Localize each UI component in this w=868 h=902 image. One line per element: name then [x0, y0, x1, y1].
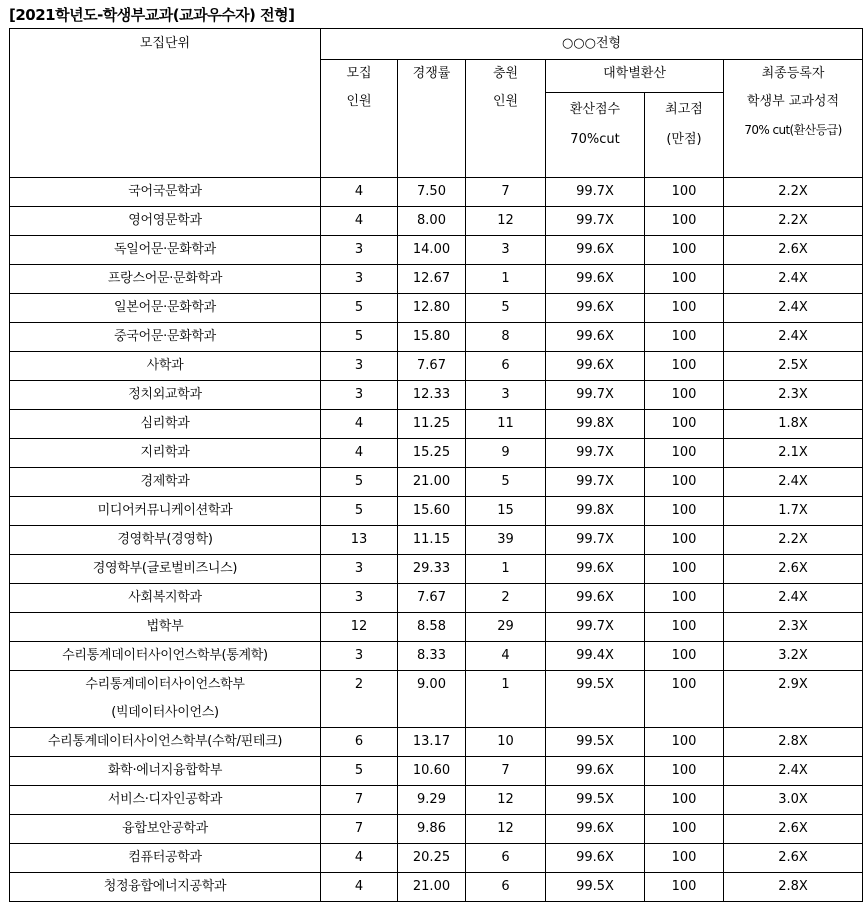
header-group: ○○○전형	[321, 29, 863, 60]
competition-rate: 12.80	[398, 294, 466, 323]
additional-count: 2	[466, 584, 546, 613]
converted-score: 99.6X	[546, 352, 645, 381]
competition-rate: 11.25	[398, 410, 466, 439]
table-row	[10, 613, 863, 642]
final-grade: 2.3X	[724, 613, 863, 642]
table-row	[10, 728, 863, 757]
table-row	[10, 236, 863, 265]
converted-score: 99.6X	[546, 815, 645, 844]
converted-score: 99.5X	[546, 873, 645, 902]
recruit-count: 5	[321, 294, 398, 323]
additional-count: 3	[466, 381, 546, 410]
unit-name: 지리학과	[10, 439, 321, 468]
additional-count: 29	[466, 613, 546, 642]
converted-score: 99.6X	[546, 555, 645, 584]
header-unit: 모집단위	[10, 29, 321, 178]
converted-score: 99.6X	[546, 584, 645, 613]
competition-rate: 7.67	[398, 352, 466, 381]
max-score: 100	[645, 497, 724, 526]
competition-rate: 12.33	[398, 381, 466, 410]
max-score: 100	[645, 265, 724, 294]
table-row	[10, 671, 863, 728]
final-grade: 2.9X	[724, 671, 863, 728]
unit-name: 컴퓨터공학과	[10, 844, 321, 873]
header-univ-conversion: 대학별환산	[546, 60, 724, 93]
competition-rate: 8.00	[398, 207, 466, 236]
unit-name: 국어국문학과	[10, 178, 321, 207]
unit-name: 융합보안공학과	[10, 815, 321, 844]
max-score: 100	[645, 178, 724, 207]
unit-name: 사회복지학과	[10, 584, 321, 613]
final-grade: 2.2X	[724, 526, 863, 555]
converted-score: 99.7X	[546, 613, 645, 642]
header-recruit: 모집 인원	[321, 60, 398, 178]
recruit-count: 4	[321, 178, 398, 207]
converted-score: 99.7X	[546, 178, 645, 207]
converted-score: 99.6X	[546, 323, 645, 352]
competition-rate: 9.00	[398, 671, 466, 728]
recruit-count: 3	[321, 236, 398, 265]
additional-count: 8	[466, 323, 546, 352]
additional-count: 10	[466, 728, 546, 757]
max-score: 100	[645, 642, 724, 671]
max-score: 100	[645, 323, 724, 352]
competition-rate: 15.25	[398, 439, 466, 468]
converted-score: 99.5X	[546, 786, 645, 815]
table-row	[10, 844, 863, 873]
final-grade: 2.6X	[724, 236, 863, 265]
unit-name: 서비스·디자인공학과	[10, 786, 321, 815]
additional-count: 9	[466, 439, 546, 468]
unit-name: 청정융합에너지공학과	[10, 873, 321, 902]
unit-name: 화학·에너지융합학부	[10, 757, 321, 786]
final-grade: 2.5X	[724, 352, 863, 381]
competition-rate: 12.67	[398, 265, 466, 294]
competition-rate: 8.33	[398, 642, 466, 671]
final-grade: 2.4X	[724, 468, 863, 497]
table-row	[10, 178, 863, 207]
unit-name: 경영학부(글로벌비즈니스)	[10, 555, 321, 584]
additional-count: 5	[466, 468, 546, 497]
max-score: 100	[645, 526, 724, 555]
table-row	[10, 555, 863, 584]
additional-count: 3	[466, 236, 546, 265]
table-row	[10, 294, 863, 323]
competition-rate: 13.17	[398, 728, 466, 757]
additional-count: 7	[466, 757, 546, 786]
additional-count: 5	[466, 294, 546, 323]
table-body-2	[10, 728, 863, 902]
final-grade: 2.2X	[724, 207, 863, 236]
recruit-count: 3	[321, 265, 398, 294]
final-grade: 2.6X	[724, 815, 863, 844]
competition-rate: 8.58	[398, 613, 466, 642]
final-grade: 2.1X	[724, 439, 863, 468]
table-row	[10, 815, 863, 844]
unit-name: 프랑스어문·문화학과	[10, 265, 321, 294]
unit-name: 미디어커뮤니케이션학과	[10, 497, 321, 526]
table-row	[10, 584, 863, 613]
unit-name: 독일어문·문화학과	[10, 236, 321, 265]
final-grade: 2.4X	[724, 584, 863, 613]
final-grade: 2.4X	[724, 323, 863, 352]
unit-name: 경제학과	[10, 468, 321, 497]
max-score: 100	[645, 844, 724, 873]
final-grade: 2.2X	[724, 178, 863, 207]
final-grade: 2.8X	[724, 873, 863, 902]
page-title: [2021학년도-학생부교과(교과우수자) 전형]	[9, 6, 295, 24]
additional-count: 6	[466, 873, 546, 902]
competition-rate: 15.60	[398, 497, 466, 526]
table-body	[10, 178, 863, 671]
additional-count: 1	[466, 555, 546, 584]
table-row	[10, 265, 863, 294]
additional-count: 4	[466, 642, 546, 671]
recruit-count: 5	[321, 468, 398, 497]
max-score: 100	[645, 236, 724, 265]
recruit-count: 5	[321, 757, 398, 786]
max-score: 100	[645, 728, 724, 757]
converted-score: 99.7X	[546, 207, 645, 236]
recruit-count: 3	[321, 381, 398, 410]
competition-rate: 21.00	[398, 468, 466, 497]
table-row	[10, 526, 863, 555]
header-max: 최고점 (만점)	[645, 93, 724, 178]
additional-count: 1	[466, 265, 546, 294]
table-row	[10, 439, 863, 468]
table-body-tall	[10, 671, 863, 728]
recruit-count: 5	[321, 323, 398, 352]
recruit-count: 13	[321, 526, 398, 555]
converted-score: 99.6X	[546, 236, 645, 265]
recruit-count: 4	[321, 439, 398, 468]
unit-name: 영어영문학과	[10, 207, 321, 236]
recruit-count: 4	[321, 844, 398, 873]
final-grade: 2.3X	[724, 381, 863, 410]
recruit-count: 2	[321, 671, 398, 728]
competition-rate: 10.60	[398, 757, 466, 786]
final-grade: 2.4X	[724, 757, 863, 786]
converted-score: 99.8X	[546, 410, 645, 439]
competition-rate: 20.25	[398, 844, 466, 873]
recruit-count: 3	[321, 555, 398, 584]
max-score: 100	[645, 584, 724, 613]
header-final: 최종등록자 학생부 교과성적 70% cut(환산등급)	[724, 60, 863, 178]
competition-rate: 29.33	[398, 555, 466, 584]
recruit-count: 4	[321, 873, 398, 902]
converted-score: 99.4X	[546, 642, 645, 671]
max-score: 100	[645, 613, 724, 642]
table-row	[10, 381, 863, 410]
recruit-count: 4	[321, 207, 398, 236]
table-row	[10, 323, 863, 352]
final-grade: 1.8X	[724, 410, 863, 439]
table-row	[10, 873, 863, 902]
competition-rate: 7.67	[398, 584, 466, 613]
header-competition: 경쟁률	[398, 60, 466, 178]
final-grade: 2.4X	[724, 265, 863, 294]
max-score: 100	[645, 555, 724, 584]
additional-count: 7	[466, 178, 546, 207]
max-score: 100	[645, 294, 724, 323]
max-score: 100	[645, 352, 724, 381]
recruit-count: 7	[321, 786, 398, 815]
unit-name: 수리통계데이터사이언스학부(통계학)	[10, 642, 321, 671]
converted-score: 99.6X	[546, 294, 645, 323]
additional-count: 6	[466, 352, 546, 381]
final-grade: 2.4X	[724, 294, 863, 323]
max-score: 100	[645, 757, 724, 786]
additional-count: 12	[466, 207, 546, 236]
competition-rate: 15.80	[398, 323, 466, 352]
additional-count: 6	[466, 844, 546, 873]
max-score: 100	[645, 671, 724, 728]
admission-table	[9, 28, 863, 902]
converted-score: 99.5X	[546, 728, 645, 757]
converted-score: 99.5X	[546, 671, 645, 728]
header-score: 환산점수 70%cut	[546, 93, 645, 178]
table-row	[10, 786, 863, 815]
table-row	[10, 468, 863, 497]
competition-rate: 21.00	[398, 873, 466, 902]
table-row	[10, 757, 863, 786]
max-score: 100	[645, 439, 724, 468]
recruit-count: 12	[321, 613, 398, 642]
max-score: 100	[645, 873, 724, 902]
table-row	[10, 410, 863, 439]
competition-rate: 14.00	[398, 236, 466, 265]
converted-score: 99.7X	[546, 526, 645, 555]
converted-score: 99.8X	[546, 497, 645, 526]
unit-name: 사학과	[10, 352, 321, 381]
recruit-count: 3	[321, 584, 398, 613]
converted-score: 99.6X	[546, 757, 645, 786]
header-additional: 충원 인원	[466, 60, 546, 178]
final-grade: 2.6X	[724, 844, 863, 873]
additional-count: 15	[466, 497, 546, 526]
additional-count: 39	[466, 526, 546, 555]
converted-score: 99.6X	[546, 265, 645, 294]
recruit-count: 7	[321, 815, 398, 844]
recruit-count: 3	[321, 642, 398, 671]
converted-score: 99.7X	[546, 468, 645, 497]
final-grade: 2.6X	[724, 555, 863, 584]
additional-count: 12	[466, 786, 546, 815]
competition-rate: 9.29	[398, 786, 466, 815]
additional-count: 1	[466, 671, 546, 728]
final-grade: 2.8X	[724, 728, 863, 757]
final-grade: 3.0X	[724, 786, 863, 815]
additional-count: 11	[466, 410, 546, 439]
final-grade: 1.7X	[724, 497, 863, 526]
final-grade: 3.2X	[724, 642, 863, 671]
recruit-count: 4	[321, 410, 398, 439]
competition-rate: 9.86	[398, 815, 466, 844]
max-score: 100	[645, 381, 724, 410]
table-row	[10, 642, 863, 671]
table-row	[10, 497, 863, 526]
table-row	[10, 207, 863, 236]
unit-name: 일본어문·문화학과	[10, 294, 321, 323]
table-row	[10, 352, 863, 381]
max-score: 100	[645, 207, 724, 236]
max-score: 100	[645, 815, 724, 844]
max-score: 100	[645, 410, 724, 439]
competition-rate: 7.50	[398, 178, 466, 207]
recruit-count: 3	[321, 352, 398, 381]
recruit-count: 5	[321, 497, 398, 526]
converted-score: 99.7X	[546, 439, 645, 468]
unit-name: 수리통계데이터사이언스학부(수학/핀테크)	[10, 728, 321, 757]
converted-score: 99.6X	[546, 844, 645, 873]
competition-rate: 11.15	[398, 526, 466, 555]
max-score: 100	[645, 786, 724, 815]
max-score: 100	[645, 468, 724, 497]
converted-score: 99.7X	[546, 381, 645, 410]
unit-name: 심리학과	[10, 410, 321, 439]
recruit-count: 6	[321, 728, 398, 757]
unit-name: 법학부	[10, 613, 321, 642]
unit-name: 수리통계데이터사이언스학부 (빅데이터사이언스)	[10, 671, 321, 728]
unit-name: 경영학부(경영학)	[10, 526, 321, 555]
unit-name: 정치외교학과	[10, 381, 321, 410]
unit-name: 중국어문·문화학과	[10, 323, 321, 352]
additional-count: 12	[466, 815, 546, 844]
